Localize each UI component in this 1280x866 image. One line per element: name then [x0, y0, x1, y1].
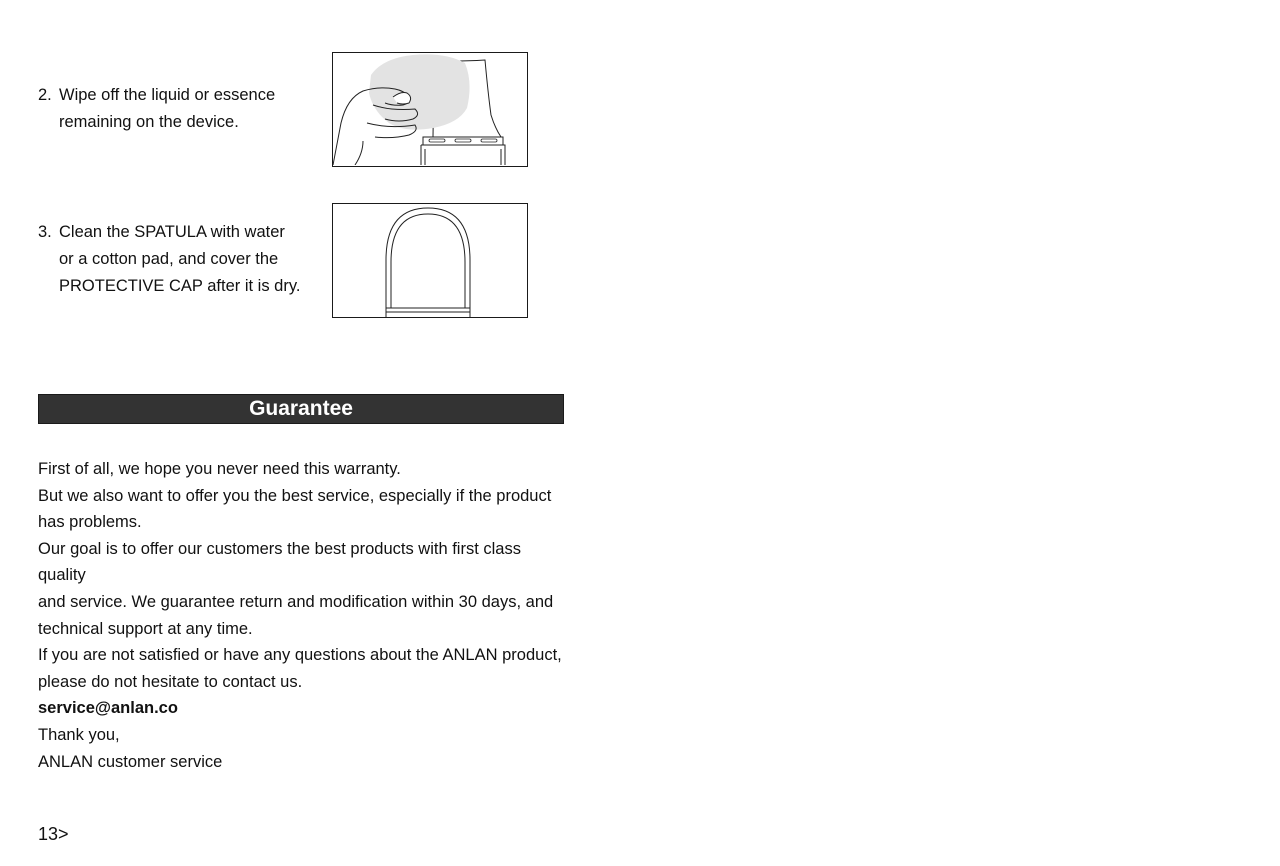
step-2-number: 2. — [38, 86, 52, 104]
guarantee-line: has problems. — [38, 513, 142, 532]
cap-outer-outline — [386, 208, 470, 317]
step-3-number: 3. — [38, 223, 52, 241]
device-stand — [421, 145, 505, 165]
step-2-line: Wipe off the liquid or essence — [59, 86, 276, 104]
hand-wiping-device-illustration — [332, 52, 528, 167]
step-2-text — [59, 82, 275, 136]
signoff-line: ANLAN customer service — [38, 752, 223, 771]
wiping-pad — [369, 54, 470, 129]
guarantee-line: But we also want to offer you the best service, especially if the product — [38, 486, 552, 505]
step-3 — [38, 219, 300, 300]
protective-cap-illustration — [332, 203, 528, 318]
guarantee-heading: Guarantee — [38, 394, 564, 424]
guarantee-body — [38, 456, 578, 775]
signoff-line: Thank you, — [38, 725, 120, 744]
guarantee-line: If you are not satisfied or have any questions about the ANLAN product, — [38, 646, 562, 665]
cap-inner-outline — [391, 214, 465, 308]
step-3-line: Clean the SPATULA with water — [59, 223, 285, 241]
step-3-line: PROTECTIVE CAP after it is dry. — [59, 277, 301, 295]
step-2 — [38, 82, 275, 136]
device-base — [423, 137, 503, 145]
support-email[interactable]: service@anlan.co — [38, 699, 178, 718]
step-3-line: or a cotton pad, and cover the — [59, 250, 279, 268]
guarantee-line: quality — [38, 566, 86, 585]
guarantee-line: First of all, we hope you never need this warranty. — [38, 460, 401, 478]
guarantee-line: technical support at any time. — [38, 619, 253, 638]
page-number: 13> — [38, 824, 69, 844]
guarantee-line: and service. We guarantee return and modification within 30 days, and — [38, 592, 554, 611]
guarantee-line: please do not hesitate to contact us. — [38, 672, 303, 691]
step-2-line: remaining on the device. — [59, 113, 239, 131]
guarantee-line: Our goal is to offer our customers the best products with first class — [38, 539, 521, 558]
step-3-text — [59, 219, 300, 300]
